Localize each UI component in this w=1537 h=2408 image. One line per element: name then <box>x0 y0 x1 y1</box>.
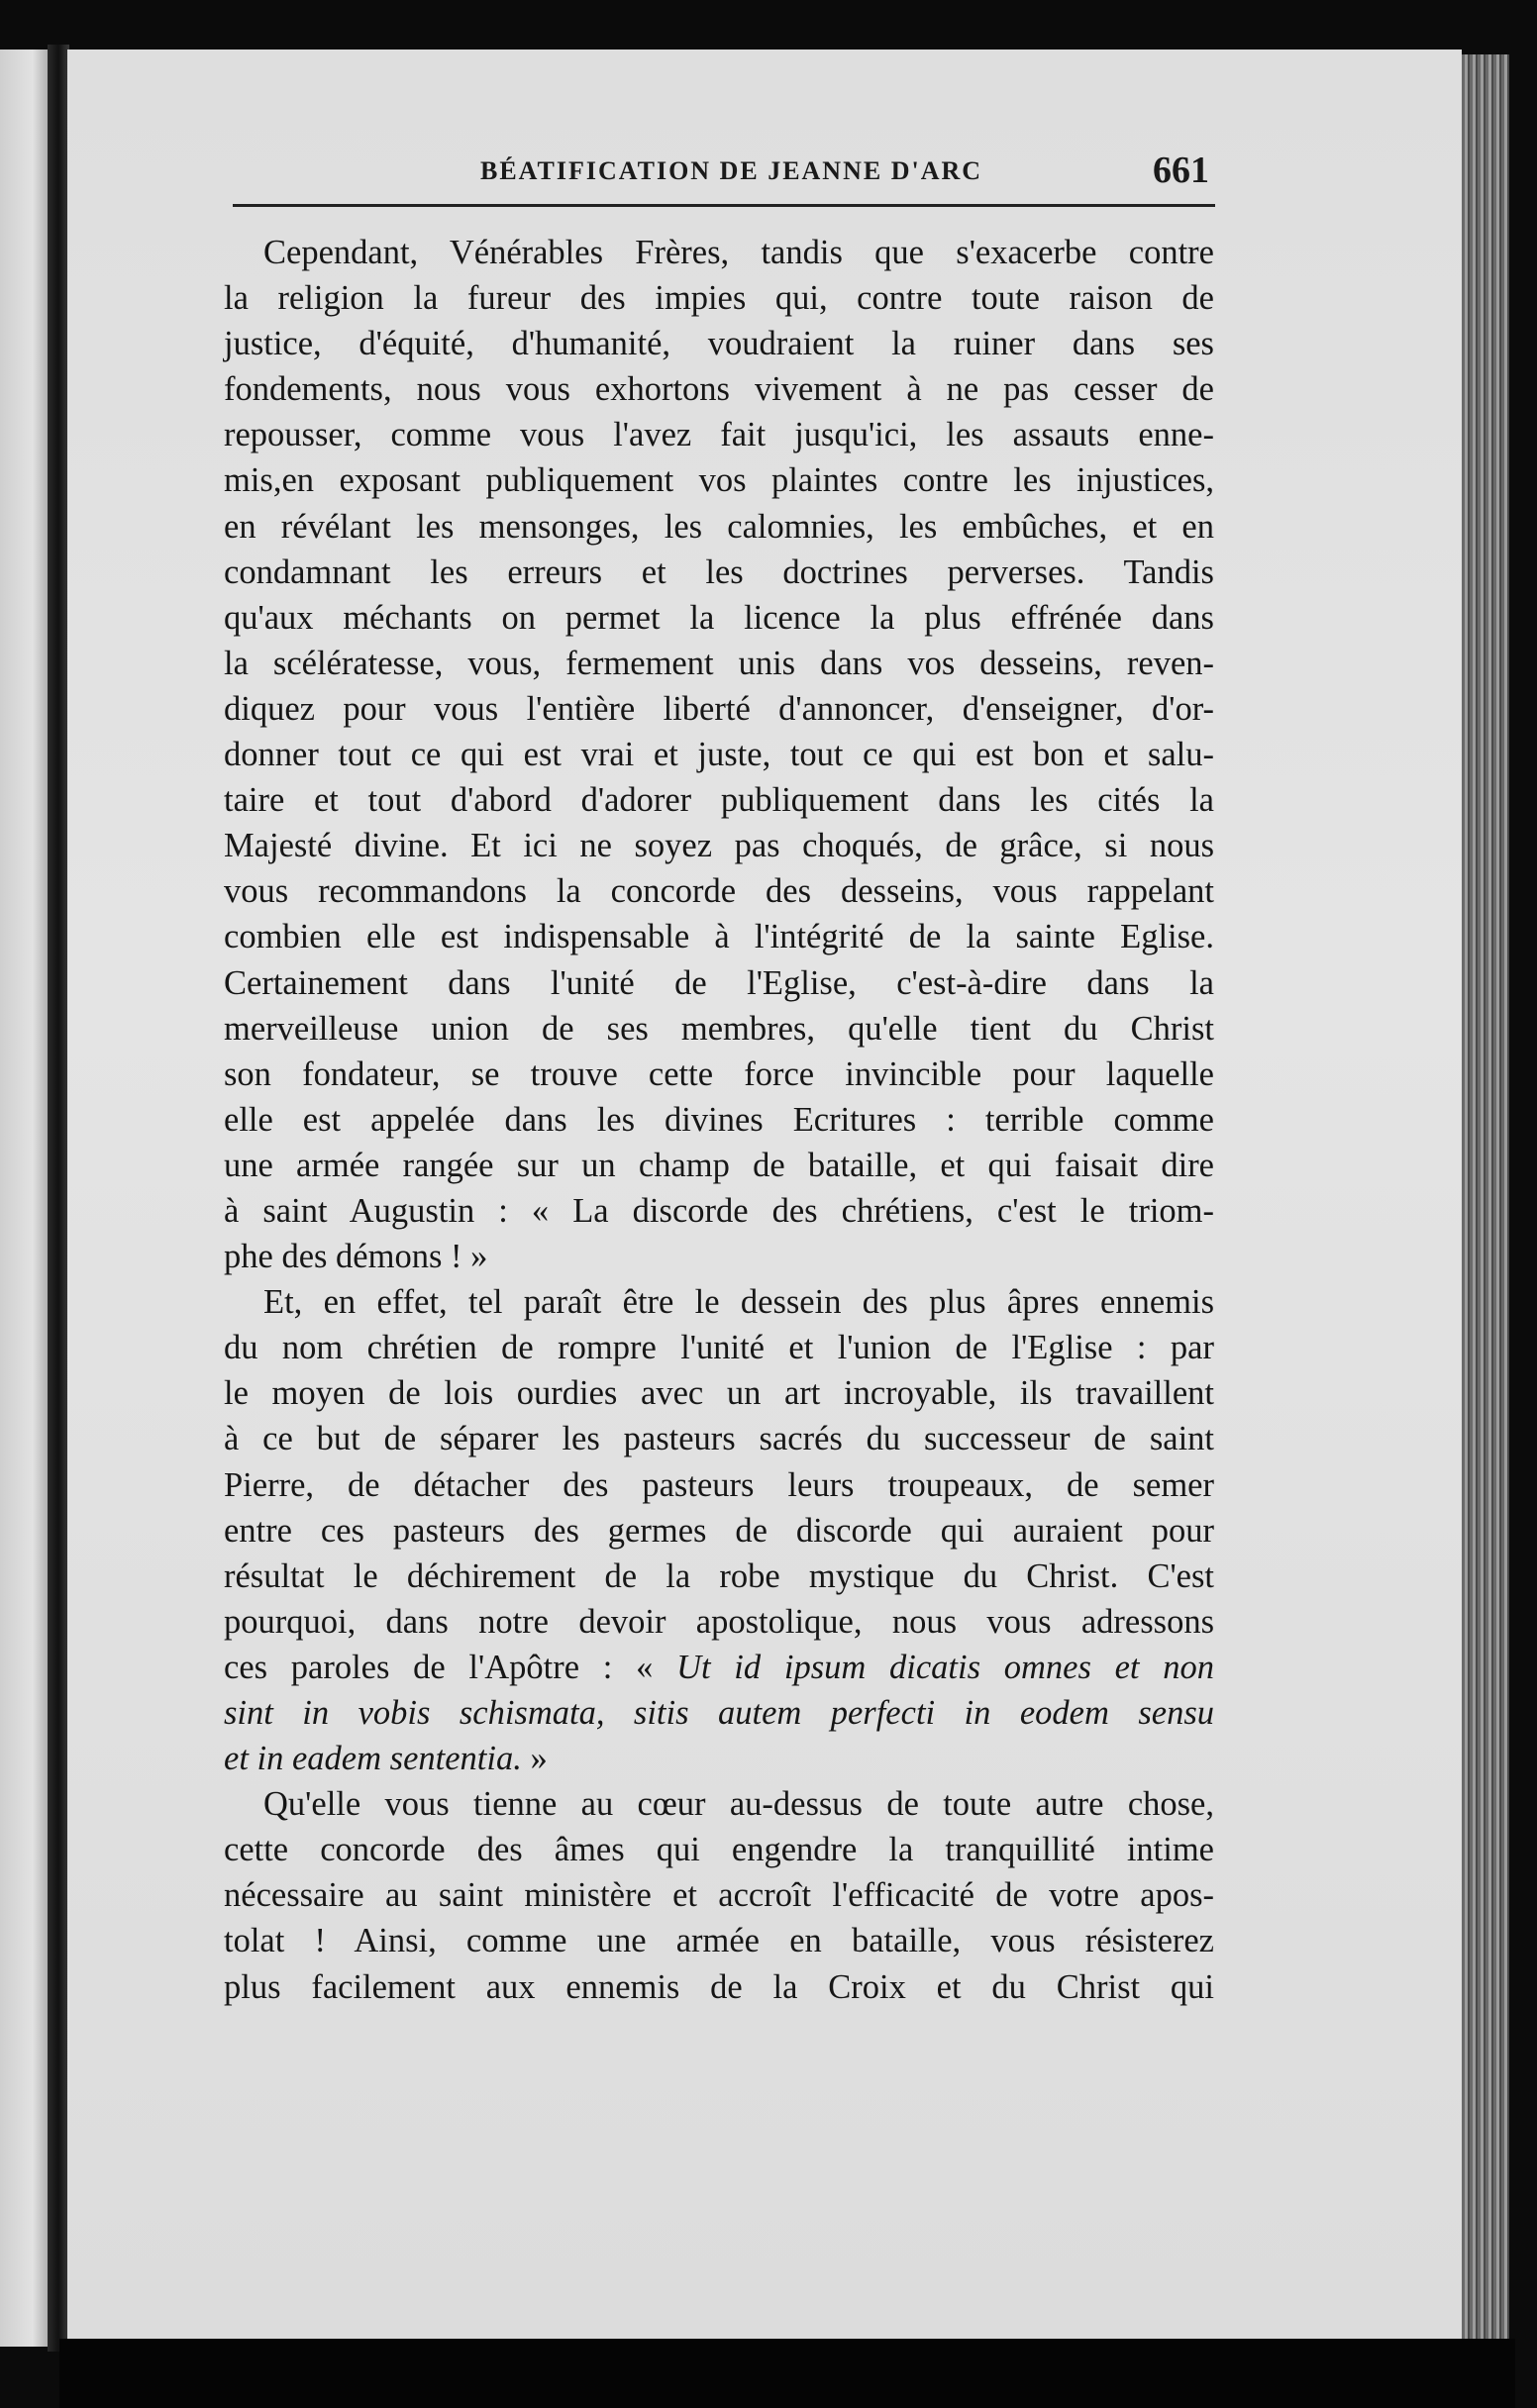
text-line: à ce but de séparer les pasteurs sacrés du successeur de saint <box>224 1420 1214 1458</box>
text-line: Pierre, de détacher des pasteurs leurs troupeaux, de semer <box>224 1465 1214 1504</box>
text-line: la scélératesse, vous, fermement unis dans vos desseins, reven- <box>224 644 1214 682</box>
text-line: et in eadem sententia. » <box>224 1740 548 1778</box>
body-text <box>224 230 1214 2010</box>
paragraph-1 <box>224 230 1214 1279</box>
text-line: du nom chrétien de rompre l'unité et l'union de l'Eglise : par <box>224 1329 1214 1367</box>
scan-border <box>59 2339 1515 2408</box>
text-line: justice, d'équité, d'humanité, voudraient la ruiner dans ses <box>224 325 1214 363</box>
text-line: vous recommandons la concorde des desseins, vous rappelant <box>224 872 1214 911</box>
text-line: qu'aux méchants on permet la licence la plus effrénée dans <box>224 598 1214 637</box>
text-line: taire et tout d'abord d'adorer publiquement dans les cités la <box>224 781 1214 820</box>
text-line: combien elle est indispensable à l'intégrité de la sainte Eglise. <box>224 918 1214 956</box>
text-line: tolat ! Ainsi, comme une armée en bataille, vous résisterez <box>224 1922 1214 1960</box>
text-line: à saint Augustin : « La discorde des chrétiens, c'est le triom- <box>224 1191 1214 1230</box>
text-line: en révélant les mensonges, les calomnies, les embûches, et en <box>224 507 1214 546</box>
book-gutter <box>48 45 69 2352</box>
text-line: mis,en exposant publiquement vos plaintes contre les injustices, <box>224 461 1214 500</box>
text-line: diquez pour vous l'entière liberté d'annoncer, d'enseigner, d'or- <box>224 689 1214 728</box>
header-rule <box>233 204 1215 207</box>
text-line: le moyen de lois ourdies avec un art incroyable, ils travaillent <box>224 1374 1214 1413</box>
text-line: pourquoi, dans notre devoir apostolique, nous vous adressons <box>224 1602 1214 1641</box>
paragraph-2 <box>224 1279 1214 1781</box>
text-line: cette concorde des âmes qui engendre la tranquillité intime <box>224 1831 1214 1869</box>
text-line: une armée rangée sur un champ de bataille, et qui faisait dire <box>224 1146 1214 1184</box>
text-line: fondements, nous vous exhortons vivement à ne pas cesser de <box>224 370 1214 409</box>
text-line: son fondateur, se trouve cette force invincible pour laquelle <box>224 1054 1214 1093</box>
text-line: Qu'elle vous tienne au cœur au-dessus de toute autre chose, <box>263 1785 1214 1824</box>
text-line: merveilleuse union de ses membres, qu'elle tient du Christ <box>224 1009 1214 1048</box>
text-line: condamnant les erreurs et les doctrines perverses. Tandis <box>224 552 1214 591</box>
text-line: donner tout ce qui est vrai et juste, tout ce qui est bon et salu- <box>224 736 1214 774</box>
text-line: Cependant, Vénérables Frères, tandis que s'exacerbe contre <box>263 234 1214 271</box>
text-line: Majesté divine. Et ici ne soyez pas choqués, de grâce, si nous <box>224 827 1214 865</box>
text-line: nécessaire au saint ministère et accroît l'efficacité de votre apos- <box>224 1876 1214 1915</box>
running-header <box>233 150 1215 196</box>
page-stack-edge <box>1462 54 1509 2352</box>
text-line: Certainement dans l'unité de l'Eglise, c'est-à-dire dans la <box>224 963 1214 1002</box>
text-line: la religion la fureur des impies qui, contre toute raison de <box>224 279 1214 318</box>
text-line: repousser, comme vous l'avez fait jusqu'ici, les assauts enne- <box>224 416 1214 454</box>
text-line: ces paroles de l'Apôtre : « Ut id ipsum dicatis omnes et non <box>224 1648 1214 1686</box>
text-line: résultat le déchirement de la robe mystique du Christ. C'est <box>224 1556 1214 1595</box>
text-line: sint in vobis schismata, sitis autem perfecti in eodem sensu <box>224 1694 1214 1732</box>
text-line: entre ces pasteurs des germes de discorde qui auraient pour <box>224 1511 1214 1550</box>
text-line: elle est appelée dans les divines Ecritures : terrible comme <box>224 1100 1214 1139</box>
text-line: phe des démons ! » <box>224 1238 488 1276</box>
text-line: Et, en effet, tel paraît être le dessein des plus âpres ennemis <box>263 1283 1214 1322</box>
paragraph-3 <box>224 1781 1214 2009</box>
text-line: plus facilement aux ennemis de la Croix et du Christ qui <box>224 1967 1214 2006</box>
running-title: BÉATIFICATION DE JEANNE D'ARC <box>480 156 983 185</box>
page-number: 661 <box>1153 150 1209 191</box>
